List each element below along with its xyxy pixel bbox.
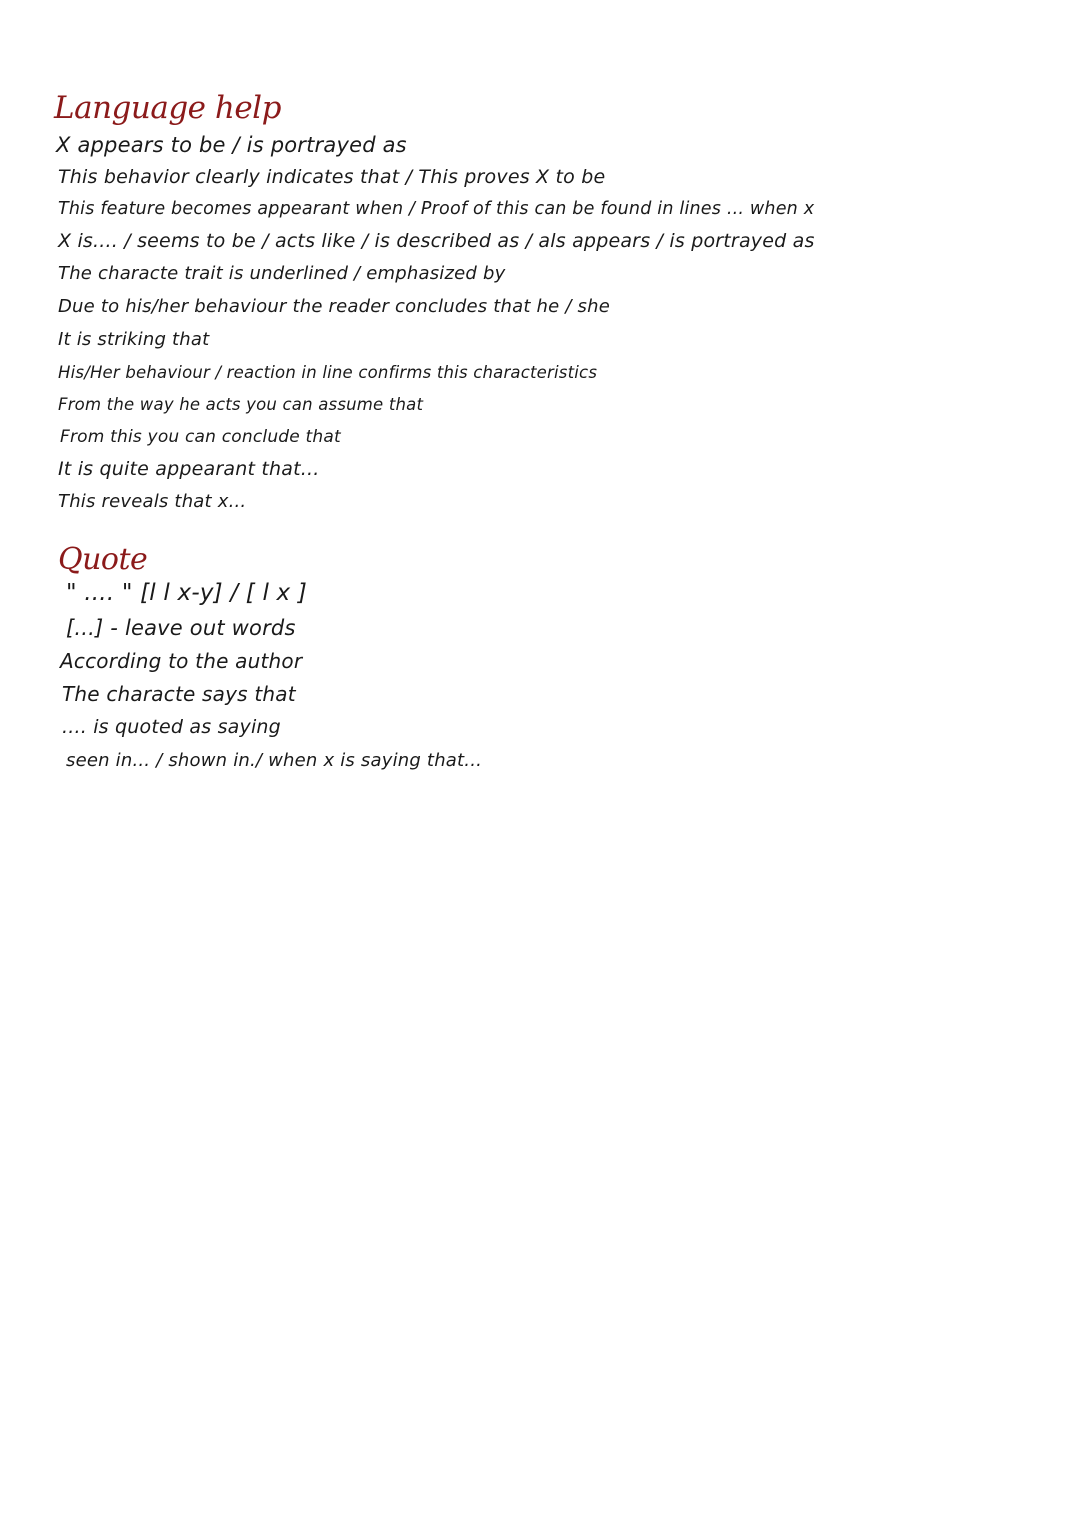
phrase-line: It is striking that [58, 329, 210, 350]
phrase-line: X appears to be / is portrayed as [56, 133, 407, 157]
phrase-line: From this you can conclude that [60, 427, 341, 447]
quote-line: .... is quoted as saying [62, 716, 281, 738]
phrase-line: This reveals that x... [58, 491, 247, 512]
phrase-line: X is.... / seems to be / acts like / is described as / als appears / is portrayed as [58, 230, 815, 252]
phrase-line: The characte trait is underlined / emphasized by [58, 263, 506, 284]
quote-line: " .... " [l l x-y] / [ l x ] [66, 580, 308, 606]
quote-line: According to the author [60, 649, 303, 673]
quote-line: The characte says that [62, 682, 296, 706]
phrase-line: His/Her behaviour / reaction in line confirms this characteristics [58, 363, 598, 382]
phrase-line: This behavior clearly indicates that / This proves X to be [58, 166, 606, 188]
phrase-line: Due to his/her behaviour the reader concludes that he / she [58, 296, 610, 317]
quote-line: seen in... / shown in./ when x is saying that... [66, 750, 483, 771]
phrase-line: It is quite appearant that... [58, 458, 320, 480]
quote-line: [...] - leave out words [66, 616, 296, 640]
phrase-line: This feature becomes appearant when / Proof of this can be found in lines ... when x [58, 199, 815, 219]
phrase-line: From the way he acts you can assume that [58, 395, 424, 414]
section-heading-language-help: Language help [54, 90, 281, 126]
section-heading-quote: Quote [58, 542, 148, 577]
